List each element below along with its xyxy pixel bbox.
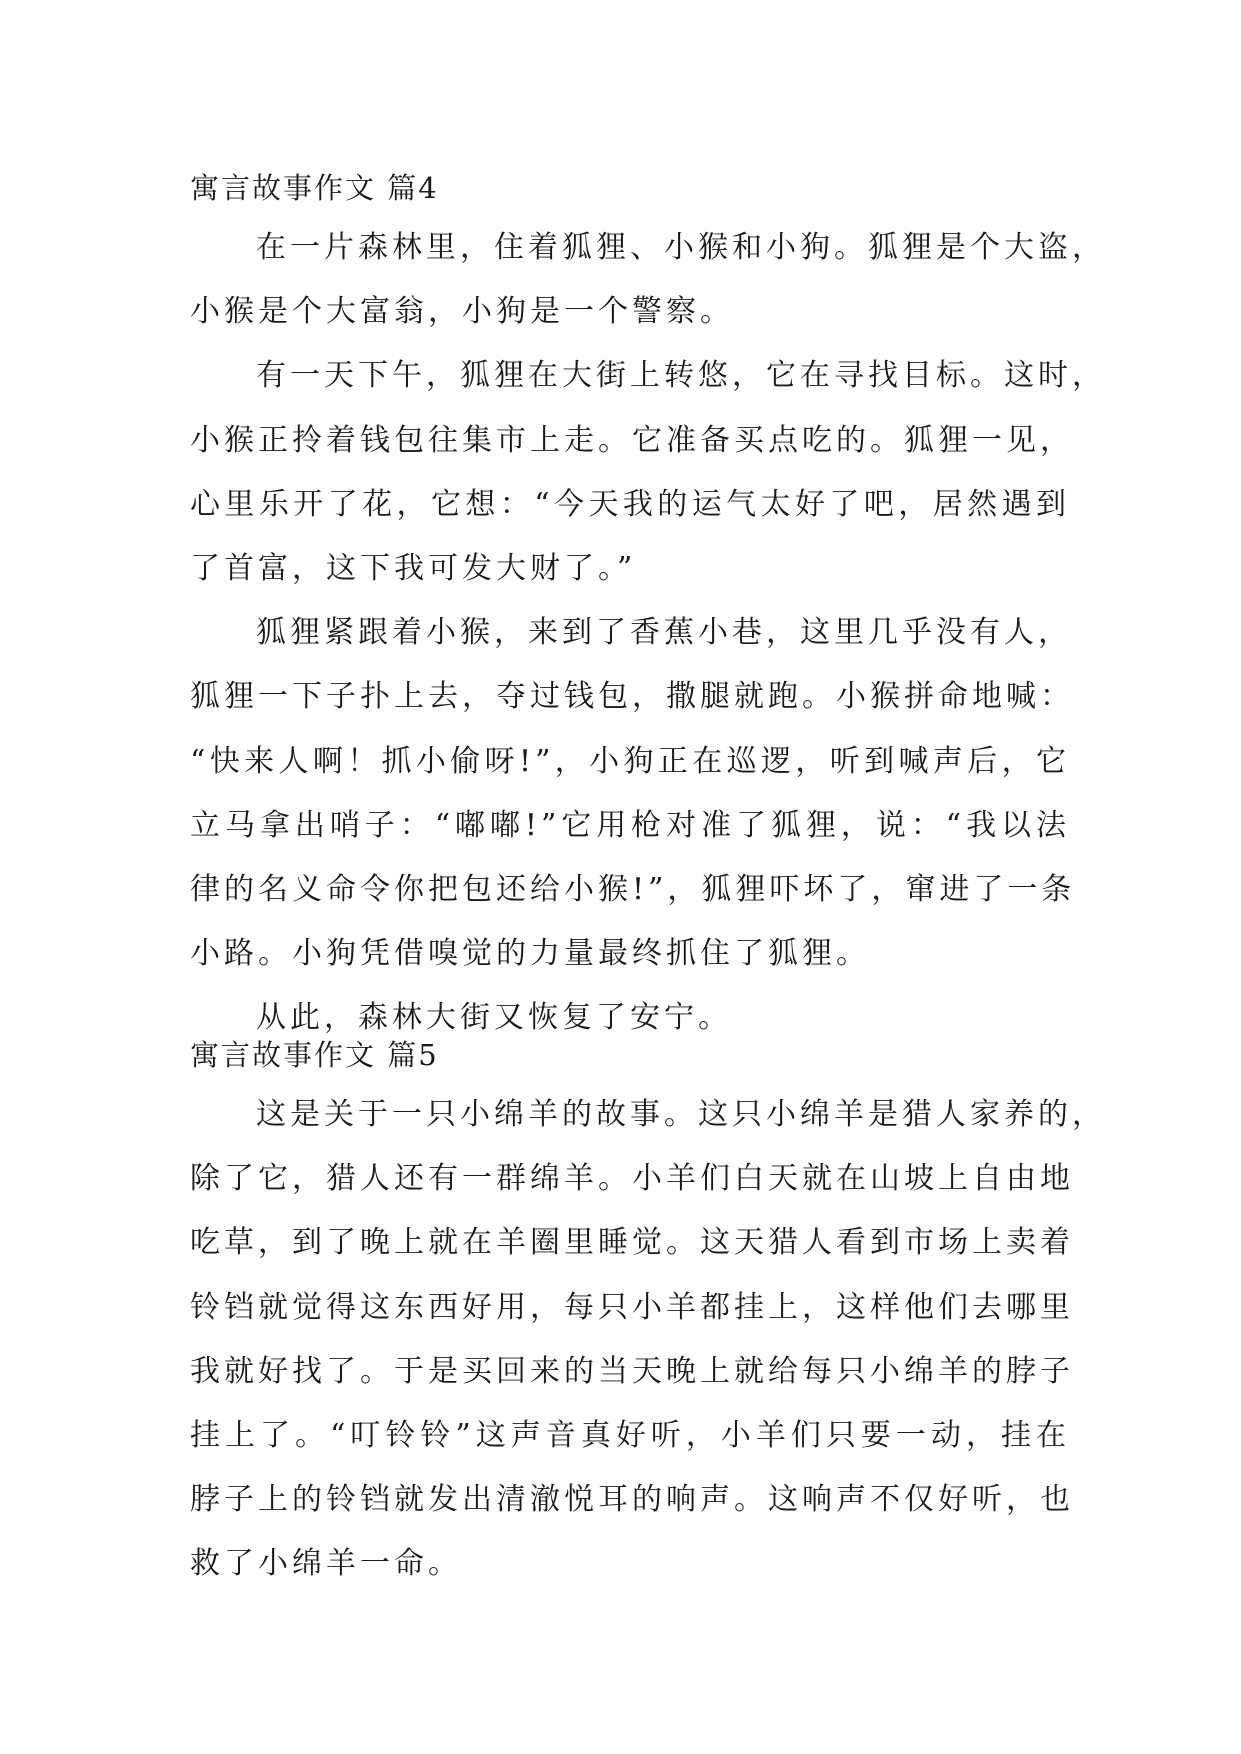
- text-line: 小路。小狗凭借嗅觉的力量最终抓住了狐狸。: [190, 936, 870, 972]
- text-line: 心里乐开了花，它想：“今天我的运气太好了吧，居然遇到: [190, 486, 1070, 522]
- essay-section-5: [190, 1027, 1106, 1597]
- text-line: 脖子上的铃铛就发出清澈悦耳的响声。这响声不仅好听，也: [190, 1482, 1074, 1518]
- text-line: 吃草，到了晚上就在羊圈里睡觉。这天猎人看到市场上卖着: [190, 1225, 1074, 1261]
- text-line: “快来人啊！抓小偷呀!”，小狗正在巡逻，听到喊声后，它: [190, 743, 1070, 779]
- text-line: 救了小绵羊一命。: [190, 1546, 462, 1582]
- text-line: 从此，森林大街又恢复了安宁。: [256, 1000, 732, 1036]
- text-line: 了首富，这下我可发大财了。”: [190, 551, 637, 587]
- text-line: 铃铛就觉得这东西好用，每只小羊都挂上，这样他们去哪里: [190, 1289, 1074, 1325]
- paragraph: [190, 216, 1106, 344]
- text-line: 小猴正拎着钱包往集市上走。它准备买点吃的。狐狸一见，: [190, 422, 1074, 458]
- section-heading: 寓言故事作文 篇4: [190, 171, 439, 205]
- text-line: 除了它，猎人还有一群绵羊。小羊们白天就在山坡上自由地: [190, 1161, 1074, 1197]
- text-line: 立马拿出哨子：“嘟嘟!”它用枪对准了狐狸，说：“我以法: [190, 807, 1070, 843]
- text-line: 我就好找了。于是买回来的当天晚上就给每只小绵羊的脖子: [190, 1353, 1074, 1389]
- text-line: 狐狸紧跟着小猴，来到了香蕉小巷，这里几乎没有人，: [256, 615, 1072, 651]
- text-line: 有一天下午，狐狸在大街上转悠，它在寻找目标。这时，: [256, 358, 1106, 394]
- section-heading: 寓言故事作文 篇5: [190, 1038, 439, 1072]
- paragraph: [190, 601, 1076, 986]
- text-line: 在一片森林里，住着狐狸、小猴和小狗。狐狸是个大盗，: [256, 230, 1106, 265]
- essay-section-4: [190, 160, 1106, 1051]
- paragraph: [190, 1083, 1106, 1597]
- text-line: 狐狸一下子扑上去，夺过钱包，撒腿就跑。小猴拼命地喊：: [190, 679, 1074, 715]
- text-line: 挂上了。“叮铃铃”这声音真好听，小羊们只要一动，挂在: [190, 1418, 1070, 1454]
- paragraph: [190, 344, 1106, 601]
- text-line: 小猴是个大富翁，小狗是一个警察。: [190, 294, 734, 330]
- text-line: 律的名义命令你把包还给小猴!”，狐狸吓坏了，窜进了一条: [190, 872, 1076, 908]
- text-line: 这是关于一只小绵羊的故事。这只小绵羊是猎人家养的，: [256, 1097, 1106, 1132]
